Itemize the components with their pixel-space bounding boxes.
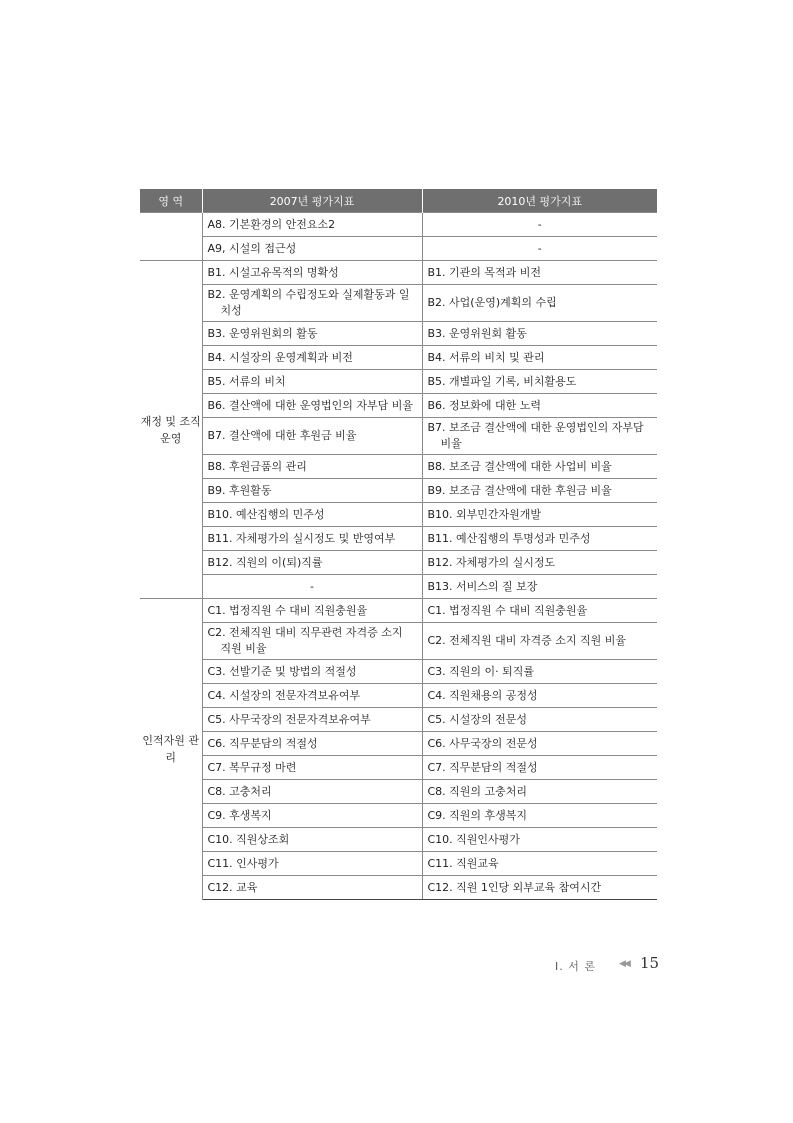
cell-2010: C7. 직무분담의 적절성: [422, 756, 657, 780]
table-row: [140, 213, 657, 237]
cell-2007: -: [202, 575, 422, 599]
cell-2007: A8. 기본환경의 안전요소2: [202, 213, 422, 237]
table-row: [140, 527, 657, 551]
table-row: [140, 503, 657, 527]
cell-2010: C11. 직원교육: [422, 852, 657, 876]
cell-2010: B5. 개별파일 기록, 비치활용도: [422, 370, 657, 394]
table-row: [140, 237, 657, 261]
cell-2007: A9, 시설의 접근성: [202, 237, 422, 261]
table-row: [140, 852, 657, 876]
cell-2010: B9. 보조금 결산액에 대한 후원금 비율: [422, 479, 657, 503]
table-row: [140, 732, 657, 756]
cell-2010: B7. 보조금 결산액에 대한 운영법인의 자부담 비율: [422, 418, 657, 455]
cell-2010: C2. 전체직원 대비 자격증 소지 직원 비율: [422, 623, 657, 660]
header-2007: 2007년 평가지표: [202, 189, 422, 213]
cell-2007: B4. 시설장의 운영계획과 비전: [202, 346, 422, 370]
cell-2007: C2. 전체직원 대비 직무관련 자격증 소지 직원 비율: [202, 623, 422, 660]
table-row: [140, 575, 657, 599]
area-cell-env: [140, 213, 202, 261]
cell-2010: B10. 외부민간자원개발: [422, 503, 657, 527]
cell-2007: B5. 서류의 비치: [202, 370, 422, 394]
cell-2007: C9. 후생복지: [202, 804, 422, 828]
table-row: [140, 804, 657, 828]
table-row: [140, 479, 657, 503]
cell-2010: B13. 서비스의 질 보장: [422, 575, 657, 599]
table-row: [140, 660, 657, 684]
cell-2010: C8. 직원의 고충처리: [422, 780, 657, 804]
cell-2010: B12. 자체평가의 실시정도: [422, 551, 657, 575]
table-row: [140, 756, 657, 780]
cell-2010: C5. 시설장의 전문성: [422, 708, 657, 732]
header-2010: 2010년 평가지표: [422, 189, 657, 213]
cell-2010: C1. 법정직원 수 대비 직원충원율: [422, 599, 657, 623]
cell-2007: C5. 사무국장의 전문자격보유여부: [202, 708, 422, 732]
table-row: [140, 876, 657, 900]
table-row: [140, 828, 657, 852]
evaluation-indicator-table: [140, 189, 657, 900]
cell-2007: C3. 선발기준 및 방법의 적절성: [202, 660, 422, 684]
cell-2007: C12. 교육: [202, 876, 422, 900]
table-row: [140, 285, 657, 322]
cell-2007: C8. 고충처리: [202, 780, 422, 804]
header-area: 영 역: [140, 189, 202, 213]
cell-2010: B2. 사업(운영)계획의 수립: [422, 285, 657, 322]
page-number: 15: [640, 954, 660, 972]
cell-2007: B8. 후원금품의 관리: [202, 455, 422, 479]
table-row: [140, 708, 657, 732]
area-label: 인적자원 관리: [142, 734, 200, 765]
area-cell-finance: [140, 261, 202, 599]
cell-2007: C1. 법정직원 수 대비 직원충원율: [202, 599, 422, 623]
cell-2007: B12. 직원의 이(퇴)직률: [202, 551, 422, 575]
area-label: 재정 및 조직운영: [140, 414, 201, 445]
area-cell-hr: [140, 599, 202, 900]
cell-2010: B1. 기관의 목적과 비전: [422, 261, 657, 285]
table-row: [140, 623, 657, 660]
cell-2010: C10. 직원인사평가: [422, 828, 657, 852]
table-row: [140, 261, 657, 285]
table-row: [140, 780, 657, 804]
table-row: [140, 455, 657, 479]
cell-2007: C4. 시설장의 전문자격보유여부: [202, 684, 422, 708]
cell-2007: B9. 후원활동: [202, 479, 422, 503]
page-footer: [555, 954, 660, 974]
cell-2010: -: [422, 237, 657, 261]
cell-2007: C7. 복무규정 마련: [202, 756, 422, 780]
table-row: [140, 370, 657, 394]
cell-2007: B7. 결산액에 대한 후원금 비율: [202, 418, 422, 455]
cell-2010: B11. 예산집행의 투명성과 민주성: [422, 527, 657, 551]
cell-2010: B3. 운영위원회 활동: [422, 322, 657, 346]
cell-2010: C9. 직원의 후생복지: [422, 804, 657, 828]
table-row: [140, 551, 657, 575]
table-row: [140, 599, 657, 623]
cell-2007: B6. 결산액에 대한 운영법인의 자부담 비율: [202, 394, 422, 418]
cell-2010: -: [422, 213, 657, 237]
chapter-label: Ⅰ. 서 론: [555, 960, 596, 973]
cell-2007: B2. 운영계획의 수립정도와 실제활동과 일치성: [202, 285, 422, 322]
cell-2010: B8. 보조금 결산액에 대한 사업비 비율: [422, 455, 657, 479]
cell-2010: C12. 직원 1인당 외부교육 참여시간: [422, 876, 657, 900]
cell-2007: B11. 자체평가의 실시정도 및 반영여부: [202, 527, 422, 551]
cell-2007: B1. 시설고유목적의 명확성: [202, 261, 422, 285]
cell-2007: C11. 인사평가: [202, 852, 422, 876]
cell-2007: B10. 예산집행의 민주성: [202, 503, 422, 527]
cell-2007: B3. 운영위원회의 활동: [202, 322, 422, 346]
cell-2007: C6. 직무분담의 적절성: [202, 732, 422, 756]
table-row: [140, 418, 657, 455]
cell-2010: B4. 서류의 비치 및 관리: [422, 346, 657, 370]
double-left-arrow-icon: ◀◀: [619, 959, 629, 969]
table-row: [140, 684, 657, 708]
cell-2010: B6. 정보화에 대한 노력: [422, 394, 657, 418]
table-row: [140, 346, 657, 370]
cell-2010: C6. 사무국장의 전문성: [422, 732, 657, 756]
cell-2007: C10. 직원상조회: [202, 828, 422, 852]
table-row: [140, 322, 657, 346]
table-header-row: [140, 189, 657, 213]
table-row: [140, 394, 657, 418]
cell-2010: C3. 직원의 이· 퇴직률: [422, 660, 657, 684]
cell-2010: C4. 직원채용의 공정성: [422, 684, 657, 708]
